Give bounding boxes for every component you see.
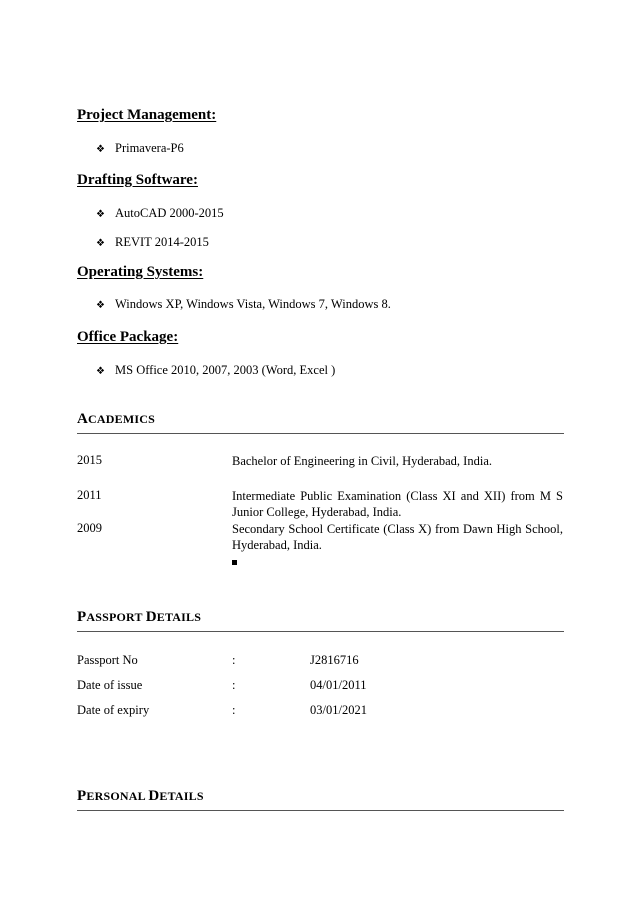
passport-value: J2816716 — [310, 653, 359, 667]
diamond-bullet-icon: ❖ — [96, 366, 105, 377]
heading-initial: D — [145, 609, 157, 625]
skill-heading-drafting-software: Drafting Software: — [77, 172, 198, 188]
passport-colon: : — [232, 678, 236, 692]
bullet-item — [96, 235, 209, 250]
bullet-text: Primavera-P6 — [115, 141, 184, 155]
skill-heading-operating-systems: Operating Systems: — [77, 264, 204, 280]
heading-rest: ASSPORT — [86, 610, 146, 624]
diamond-bullet-icon: ❖ — [96, 209, 105, 220]
heading-initial: D — [148, 788, 160, 804]
bullet-text: Windows XP, Windows Vista, Windows 7, Windows 8. — [115, 297, 391, 311]
academic-description: Intermediate Public Examination (Class XI and XII) from M S Junior College, Hyderabad, India. — [232, 489, 563, 519]
passport-label: Date of issue — [77, 678, 143, 692]
passport-colon: : — [232, 653, 236, 667]
section-heading-academics — [77, 411, 564, 434]
academic-year: 2011 — [77, 488, 102, 502]
diamond-bullet-icon: ❖ — [96, 238, 105, 249]
passport-value: 04/01/2011 — [310, 678, 367, 692]
passport-label: Date of expiry — [77, 703, 150, 717]
academic-year: 2015 — [77, 453, 102, 467]
bullet-text: REVIT 2014-2015 — [115, 235, 209, 249]
diamond-bullet-icon: ❖ — [96, 300, 105, 311]
academic-description: Bachelor of Engineering in Civil, Hyderabad, India. — [232, 454, 492, 468]
passport-value: 03/01/2021 — [310, 703, 367, 717]
heading-rest: ETAILS — [159, 789, 204, 803]
skill-heading-office-package: Office Package: — [77, 329, 179, 345]
academic-year: 2009 — [77, 521, 102, 535]
heading-initial: P — [77, 609, 87, 625]
bullet-item — [96, 297, 391, 312]
heading-rest: ETAILS — [156, 610, 202, 624]
section-heading-passport-details — [77, 609, 564, 632]
heading-initial: A — [77, 411, 89, 427]
passport-label: Passport No — [77, 653, 138, 667]
square-bullet-icon — [232, 560, 237, 565]
bullet-item — [96, 141, 184, 156]
skill-heading-project-management: Project Management: — [77, 107, 217, 123]
heading-rest: CADEMICS — [88, 412, 155, 426]
bullet-text: MS Office 2010, 2007, 2003 (Word, Excel ) — [115, 363, 336, 377]
section-heading-personal-details — [77, 788, 564, 811]
diamond-bullet-icon: ❖ — [96, 144, 105, 155]
heading-initial: P — [77, 788, 87, 804]
passport-colon: : — [232, 703, 236, 717]
bullet-item — [96, 206, 224, 221]
bullet-item — [96, 363, 335, 378]
heading-rest: ERSONAL — [86, 789, 149, 803]
bullet-text: AutoCAD 2000-2015 — [115, 206, 224, 220]
academic-description: Secondary School Certificate (Class X) from Dawn High School, Hyderabad, India. — [232, 522, 563, 552]
